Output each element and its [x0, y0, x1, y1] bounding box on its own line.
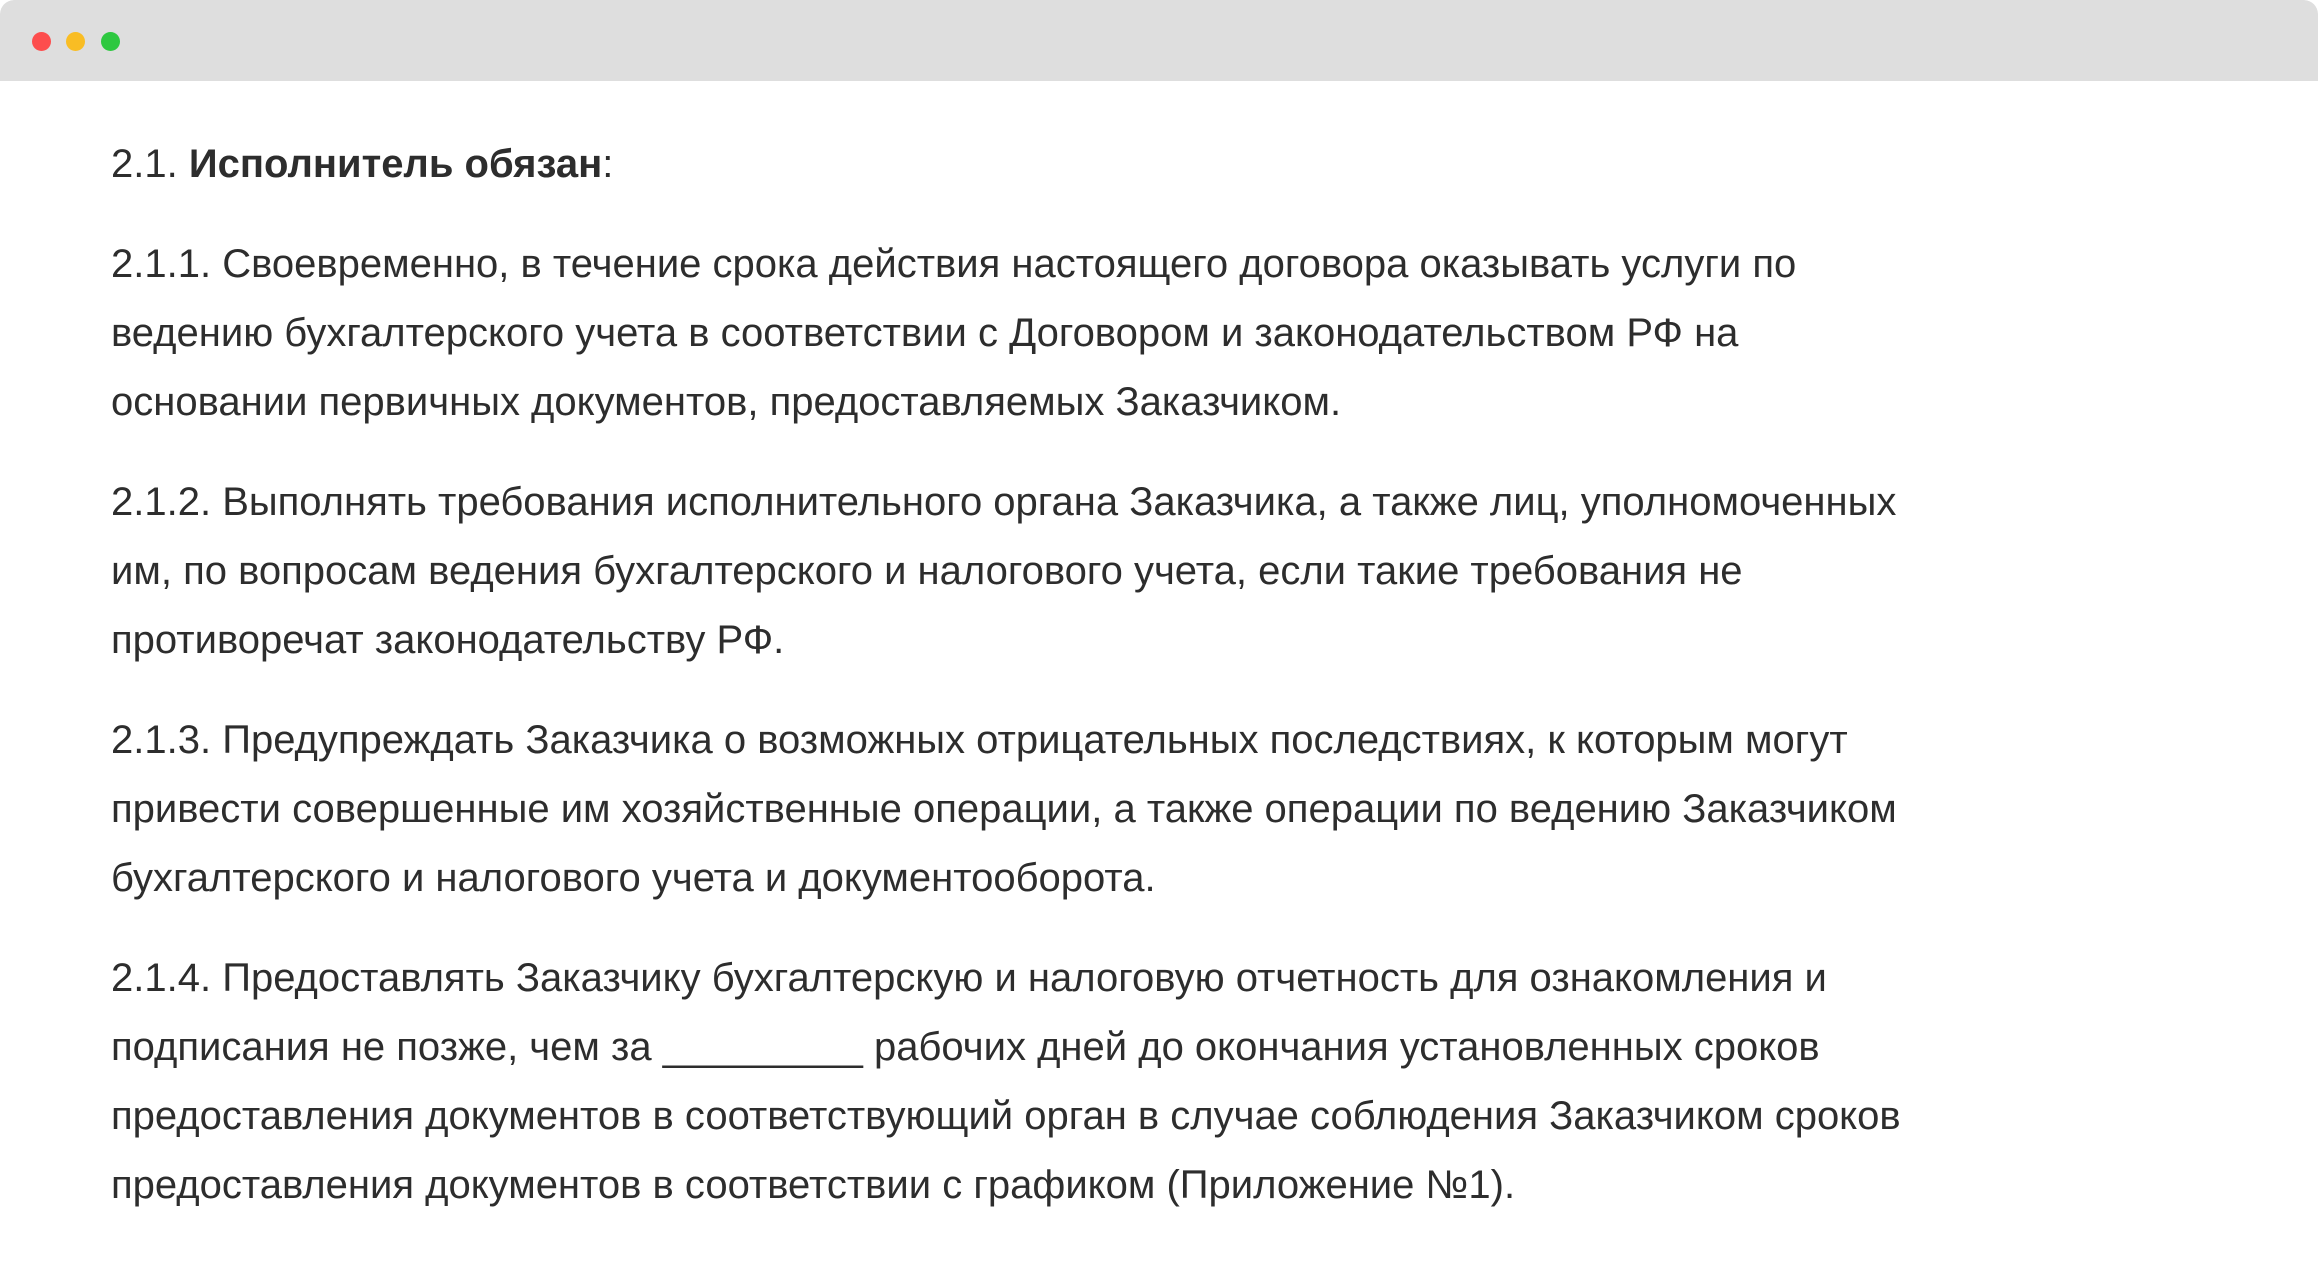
text-line: привести совершенные им хозяйственные операции, а также операции по ведению Заказчиком [111, 787, 1897, 831]
clause-2-1-2 [111, 468, 2131, 675]
minimize-window-icon[interactable] [66, 32, 85, 51]
zoom-window-icon[interactable] [101, 32, 120, 51]
text-line: предоставления документов в соответствующий орган в случае соблюдения Заказчиком сроков [111, 1094, 1901, 1138]
text-line: предоставления документов в соответствии с графиком (Приложение №1). [111, 1163, 1516, 1207]
text-line: 2.1.1. Своевременно, в течение срока действия настоящего договора оказывать услуги по [111, 242, 1797, 286]
section-number: 2.1. [111, 142, 178, 186]
text-line: 2.1.4. Предоставлять Заказчику бухгалтерскую и налоговую отчетность для ознакомления и [111, 956, 1827, 1000]
text-line: 2.1.2. Выполнять требования исполнительного органа Заказчика, а также лиц, уполномоченных [111, 480, 1897, 524]
window-titlebar [0, 0, 2318, 81]
close-window-icon[interactable] [32, 32, 51, 51]
section-heading-colon: : [602, 142, 614, 186]
text-line: противоречат законодательству РФ. [111, 618, 785, 662]
clause-2-1-4 [111, 944, 2131, 1220]
text-line: основании первичных документов, предоставляемых Заказчиком. [111, 380, 1342, 424]
text-line: ведению бухгалтерского учета в соответствии с Договором и законодательством РФ на [111, 311, 1739, 355]
section-heading [111, 130, 2131, 199]
text-line: 2.1.3. Предупреждать Заказчика о возможных отрицательных последствиях, к которым могут [111, 718, 1848, 762]
section-title: Исполнитель обязан [188, 142, 603, 186]
clause-2-1-1 [111, 230, 2131, 437]
text-line: подписания не позже, чем за _________ рабочих дней до окончания установленных сроков [111, 1025, 1820, 1069]
document-content [111, 130, 2131, 1251]
text-line: бухгалтерского и налогового учета и документооборота. [111, 856, 1156, 900]
clause-2-1-3 [111, 706, 2131, 913]
text-line: им, по вопросам ведения бухгалтерского и налогового учета, если такие требования не [111, 549, 1743, 593]
